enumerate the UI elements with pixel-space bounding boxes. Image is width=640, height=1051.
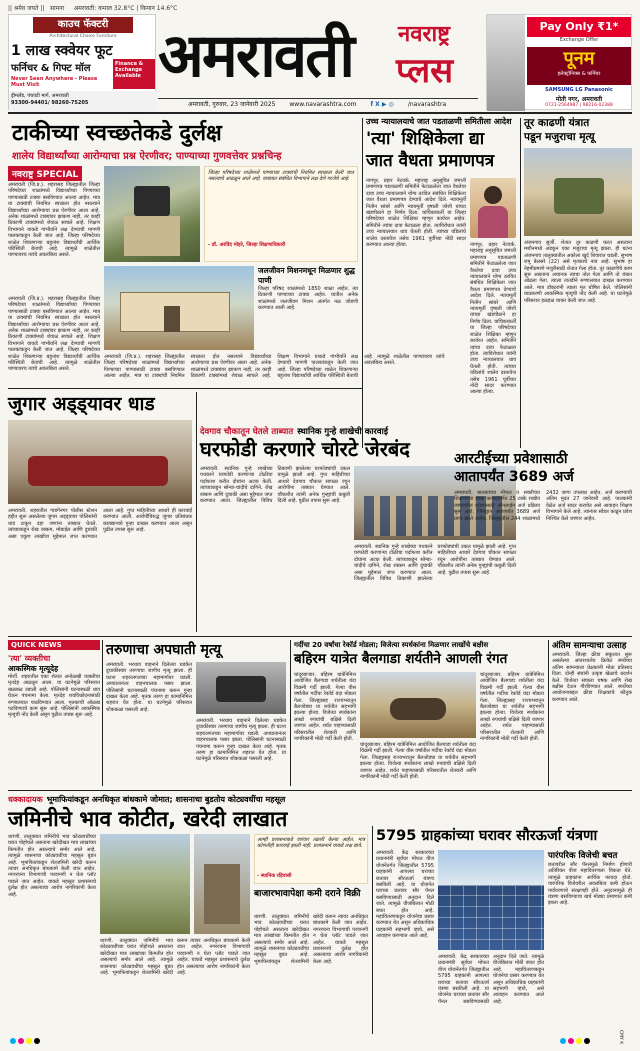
story-accident-death [106,640,286,786]
story4-photo [8,420,192,504]
story3-body: अंजनगाव सुर्जी. शेतात तूर काढणी करत असताना मशीनमध्ये अडकून एका मजुराचा मृत्यू झाला. ही घटना अंजनगाव तालुक्यातील अकोला खुर्द शिवारात घडली. सुभाष रामू बेलसरे (22) असे मृतकाचे नाव आहे. सुभाष हा नेहमीप्रमाणे मजुरीसाठी शेतात गेला होता. तूर काढणीचे काम सुरू असताना अचानक त्याचा तोल गेला आणि तो यंत्रात ओढला गेला. त्याला तातडीने रुग्णालयात दाखल करण्यात आले. मात्र डॉक्टरांनी त्याला मृत घोषित केले. पोलिसांनी याप्रकरणी आकस्मिक मृत्यूची नोंद केली आहे. या घटनेमुळे परिसरात हळहळ व्यक्त केली जात आहे. [524,240,632,304]
story2-headline2: जात वैधता प्रमाणपत्र [366,151,495,171]
quick-title1: 'त्या' व्यक्तीचा [8,654,51,663]
ad-left-phone: 93300-94401/ 98260-75205 [11,100,89,106]
social-icons: f X ▶ ◎ [370,101,394,108]
story2-body-col2: नागपूर, प्रहार नेटवर्क. महाराष्ट्र अनुसूचित जमाती प्रमाणपत्र पडताळणी समितीने फेटाळलेला जात वैधतेचा दावा उच्च न्यायालयाने योग्य ठरवित संबंधित शिक्षिकेला जात वैधता प्रमाणपत्र देण्याचे आदेश दिले. न्यायमूर्ती नितीन सांबरे आणि न्यायमूर्ती वृषाली जोशी यांच्या खंडपीठाने हा निर्णय दिला. याचिकाकर्ती या जिल्हा परिषदेच्या शाळेत शिक्षिका म्हणून कार्यरत आहेत. समितीने त्यांचा दावा फेटाळला होता. त्याविरोधात त्यांनी उच्च न्यायालयात धाव घेतली होती. त्यांच्या वडिलांचे शालेय दस्तावेज तसेच 1961 पूर्वीच्या नोंदी सादर करण्यात आल्या होत्या. [470,242,516,396]
special-tag: नवराष्ट्र SPECIAL [8,166,82,181]
story3-headline1: तूर काढणी यंत्रात [524,117,590,129]
ad-left-finance: Finance & Exchange Available [113,59,155,89]
story7-headline: तरुणाचा अपघाती मृत्यू [106,642,222,658]
quick-news-label: QUICK NEWS [8,640,100,650]
quick-body: मोर्शी. शहरातील एका शेतात अनोळखी व्यक्तीचा मृतदेह आढळून आला. या घटनेमुळे परिसरात खळबळ उडाली आहे. पोलिसांनी घटनास्थळी धाव घेऊन पंचनामा केला. मृतदेह शवविच्छेदनासाठी रुग्णालयात पाठविण्यात आला. मृतकाची ओळख पटविण्याचे काम सुरू आहे. पोलिसांनी आकस्मिक मृत्यूची नोंद केली असून पुढील तपास सुरू आहे. [8,674,100,719]
story10-quote: आम्ही प्रशासनाकडे वारंवार तक्रारी केल्या आहेत. मात्र कोणतीही कारवाई झाली नाही. प्रशासनाने याकडे लक्ष द्यावे. [257,837,365,850]
ad-left-brand-tag: Architectural Choice Furniture [49,34,117,39]
story11-body: अमरावती. केंद्र सरकारच्या प्रधानमंत्री सूर्यघर मोफत वीज योजनेंतर्गत जिल्ह्यातील 5795 ग्राहकांनी आपल्या घराच्या छतावर सौरऊर्जा यंत्रणा बसविली आहे. या योजनेत घराच्या छतावर सौर पॅनल बसविण्यासाठी अनुदान दिले जाते. त्यामुळे वीजबिलात मोठी बचत होत आहे. महावितरणकडून योजनेचा प्रसार करण्यात येत असून अधिकाधिक ग्राहकांनी सहभागी व्हावे, असे आवाहन करण्यात आले आहे. [376,850,434,940]
story12-body: छतावरील सौर पॅनलमुळे निर्माण होणारी अतिरिक्त वीज महावितरणला विकता येते. त्यामुळे ग्राहकांना आर्थिक फायदा होतो. पारंपरिक विजेवरील अवलंबित्व कमी होऊन पर्यावरणाचे संरक्षणही होते. अनुदानामुळे ही यंत्रणा बसविण्याचा खर्च मोठ्या प्रमाणात कमी झाला आहे. [548,862,632,907]
story1-headline: टाकीच्या स्वच्छतेकडे दुर्लक्ष [12,121,222,146]
story5-headline: घरफोडी करणारे चोरटे जेरबंद [200,437,410,461]
story5-kicker: स्थानिक गुन्हे शाखेची कारवाई [297,427,389,437]
story11-photo-solar [438,850,544,950]
story10-kicker: भूमाफियांकडून अनधिकृत बांधकामे जोमात; शासनाचा बुडतोय कोट्यवधींचा महसूल [46,795,286,804]
story10-kicker-red: धक्कादायक [8,795,43,804]
story10-photo-land [100,834,190,934]
story-bullock-race [294,640,544,786]
story9-headline: अंतिम सामन्याचा उत्साह [552,641,627,651]
motto: || श्रमेव जयते || [8,5,45,12]
ad-right-place: मोती नगर, अमरावती [555,96,603,103]
story1-quote-by: - डॉ. अरविंद मोहरे, जिल्हा शिक्षणाधिकारी [208,242,286,248]
social-handle: /navarashtra [407,101,447,108]
story10-body-col2: धारणी. तालुक्यात जमिनीचे भाव कोट्यवधींच्या घरात पोहोचले असताना खरेदीखत मात्र लाखांच्या किमतीत होत असल्याचे समोर आले आहे. त्यामुळे शासनाचा कोट्यवधींचा महसूल बुडत आहे. भूमाफियांकडून शेतजमिनी खरेदी करून त्यावर अनधिकृत बांधकामे केली जात आहेत. नगररचना विभागाची परवानगी न घेता प्लॉट पाडले जात आहेत. याकडे महसूल प्रशासनाचे दुर्लक्ष होत असल्याचा आरोप नागरिकांनी केला आहे. [100,938,250,977]
quick-title2: आकस्मिक मृत्यूदेह [8,664,59,673]
story5-body: अमरावती. स्थानिक गुन्हे शाखेच्या पथकाने घरफोडी करणाऱ्या टोळीचा पर्दाफाश करीत दोघांना अटक केली. त्यांच्याकडून सोन्या-चांदीचे दागिने, रोख रक्कम आणि दुचाकी असा मुद्देमाल जप्त करण्यात आला. जिल्ह्यातील विविध ठिकाणी झालेल्या घरफोड्यांची उकल यामुळे झाली आहे. गुप्त माहितीच्या आधारे देवगाव चौकात सापळा रचून आरोपींना ताब्यात घेण्यात आले. चौकशीत त्यांनी अनेक गुन्ह्यांची कबुली दिली आहे. पुढील तपास सुरू आहे. [200,466,350,505]
story4-headline: जुगार अड्ड्यावर धाड [8,393,155,415]
story7-body: अमरावती. भरधाव वाहनाने दिलेल्या धडकेत दुचाकीस्वार तरुणाचा जागीच मृत्यू झाला. ही घटना शहरालगतच्या महामार्गावर घडली. अपघातानंतर वाहनचालक पसार झाला. पोलिसांनी घटनास्थळी पंचनामा करून गुन्हा दाखल केला आहे. मृतक तरुण हा कामानिमित्त शहरात येत होता. या घटनेमुळे परिसरात शोककळा पसरली आहे. [106,662,192,713]
story8-kicker: गर्दीचा 20 वर्षांचा रेकॉर्ड मोडला; विजेत्या स्पर्धकांना मिळणार लाखोंचे बक्षीस [294,641,489,649]
masthead [8,14,632,110]
ad-right-appliance-image [487,15,525,111]
story-caste-certificate [366,116,516,446]
story1-col-bottom: अमरावती (जि.प्र.). शहरासह जिल्ह्यातील जिल्हा परिषदेच्या शाळांमध्ये विद्यार्थ्यांच्या पिण्याच्या पाण्यासाठी टाक्या बसविण्यात आल्या आहेत. मात्र या टाक्यांची नियमित स्वच्छता होत नसल्याने विद्यार्थ्यांच्या आरोग्याचा प्रश्न ऐरणीवर आला आहे. अनेक शाळांमध्ये टाक्यांवर झाकण नाही, तर काही ठिकाणी टाक्यांमध्ये शेवाळ साचले आहे. शिक्षण विभागाने याकडे गांभीर्याने लक्ष देण्याची मागणी पालकांकडून केली जात आहे. जिल्हा परिषदेच्या शाळेत शिकणाऱ्या बहुतांश विद्यार्थ्यांची आर्थिक परिस्थिती बेताची आहे. त्यामुळे शाळेतील पाण्यावरच त्यांचे अवलंबित्व असते. [104,354,445,380]
story8-body: चांदूरबाजार. बहिरम यात्रेनिमित्त आयोजित बैलगाडा शर्यतीला यंदा विक्रमी गर्दी झाली. गेल्या वीस वर्षांतील गर्दीचा रेकॉर्ड यंदा मोडला गेला. जिल्ह्यासह राज्यभरातून बैलजोड्या या शर्यतीत सहभागी झाल्या होत्या. विजेत्या स्पर्धकांना लाखो रुपयांची बक्षिसे दिली जाणार आहेत. शर्यत पाहण्यासाठी परिसरातील शेतकरी आणि नागरिकांनी मोठी गर्दी केली होती. [294,672,356,743]
story1-col1b: अमरावती (जि.प्र.). शहरासह जिल्ह्यातील जिल्हा परिषदेच्या शाळांमध्ये विद्यार्थ्यांच्या पिण्याच्या पाण्यासाठी टाक्या बसविण्यात आल्या आहेत. मात्र या टाक्यांची नियमित स्वच्छता होत नसल्याने विद्यार्थ्यांच्या आरोग्याचा प्रश्न ऐरणीवर आला आहे. अनेक शाळांमध्ये टाक्यांवर झाकण नाही, तर काही ठिकाणी टाक्यांमध्ये शेवाळ साचले आहे. शिक्षण विभागाने याकडे गांभीर्याने लक्ष देण्याची मागणी पालकांकडून केली जात आहे. जिल्हा परिषदेच्या शाळेत शिकणाऱ्या बहुतांश विद्यार्थ्यांची आर्थिक परिस्थिती बेताची आहे. त्यामुळे शाळेतील पाण्यावरच त्यांचे अवलंबित्व असते. [8,296,100,373]
samna-label: सामना [50,5,65,12]
ad-right-brands: SAMSUNG LG Panasonic [545,87,613,93]
story6-headline2: आतापर्यंत 3689 अर्ज [454,469,574,485]
story1-photo-caption: जलजीवन मिशनमधून मिळणार शुद्ध पाणी [258,266,355,285]
ad-left-subline: फर्निचर & गिफ्ट मॉल [11,63,91,74]
story10-headline: जमिनीचे भाव कोटीत, खरेदी लाखात [8,807,288,831]
story1-deck: शालेय विद्यार्थ्यांच्या आरोग्याचा प्रश्न ऐरणीवर; पाण्याच्या गुणवत्तेवर प्रश्नचिन्ह [12,151,282,162]
ad-right-exchange: Exchange Offer [559,37,599,43]
story8-body-col3: चांदूरबाजार. बहिरम यात्रेनिमित्त आयोजित बैलगाडा शर्यतीला यंदा विक्रमी गर्दी झाली. गेल्या वीस वर्षांतील गर्दीचा रेकॉर्ड यंदा मोडला गेला. जिल्ह्यासह राज्यभरातून बैलजोड्या या शर्यतीत सहभागी झाल्या होत्या. विजेत्या स्पर्धकांना लाखो रुपयांची बक्षिसे दिली जाणार आहेत. शर्यत पाहण्यासाठी परिसरातील शेतकरी आणि नागरिकांनी मोठी गर्दी केली होती. [480,672,544,743]
story10-body-col3: धारणी. तालुक्यात जमिनीचे भाव कोट्यवधींच्या घरात पोहोचले असताना खरेदीखत मात्र लाखांच्या किमतीत होत असल्याचे समोर आले आहे. त्यामुळे शासनाचा कोट्यवधींचा महसूल बुडत आहे. भूमाफियांकडून शेतजमिनी खरेदी करून त्यावर अनधिकृत बांधकामे केली जात आहेत. नगररचना विभागाची परवानगी न घेता प्लॉट पाडले जात आहेत. याकडे महसूल प्रशासनाचे दुर्लक्ष होत असल्याचा आरोप नागरिकांनी केला आहे. [254,914,368,965]
story1-caption-body: जिल्हा परिषद शाळांमध्ये 1850 शाळा आहेत. त्या ठिकाणी पाण्याच्या टाक्या आहेत. यातील अनेक शाळांमध्ये जलजीवन मिशन अंतर्गत नळ जोडणी करण्यात आली आहे. [258,286,358,312]
website-link[interactable]: www.navarashtra.com [289,101,357,108]
story-rte-applications [454,450,632,632]
story8-body-col2: चांदूरबाजार. बहिरम यात्रेनिमित्त आयोजित बैलगाडा शर्यतीला यंदा विक्रमी गर्दी झाली. गेल्या वीस वर्षांतील गर्दीचा रेकॉर्ड यंदा मोडला गेला. जिल्ह्यासह राज्यभरातून बैलजोड्या या शर्यतीत सहभागी झाल्या होत्या. विजेत्या स्पर्धकांना लाखो रुपयांची बक्षिसे दिली जाणार आहेत. शर्यत पाहण्यासाठी परिसरातील शेतकरी आणि नागरिकांनी मोठी गर्दी केली होती. [360,742,476,781]
story1-quote: जिल्हा परिषदेच्या शाळेंमध्ये पाण्याच्या टाक्यांची नियमित स्वच्छता केली जात नसल्याचे आढळून आले आहे. याबाबत संबंधित विभागाने लक्ष देणे गरजेचे आहे. [208,170,354,183]
story8-headline: बहिरम यात्रेत बैलगाडा शर्यतीने आणली रंगत [294,651,508,667]
ad-right-shop: पूनम [563,48,595,69]
story1-photo-school [104,266,254,350]
story-electricity-saving [548,850,632,1034]
story2-headline1: 'त्या' शिक्षिकेला द्या [366,129,485,149]
temperature: अमरावती: कमाल 32.8°C | किमान 14.6°C [73,5,178,12]
ad-left-brand: काउच फॅक्टरी [33,17,133,33]
story5-body-col2: अमरावती. स्थानिक गुन्हे शाखेच्या पथकाने घरफोडी करणाऱ्या टोळीचा पर्दाफाश करीत दोघांना अटक केली. त्यांच्याकडून सोन्या-चांदीचे दागिने, रोख रक्कम आणि दुचाकी असा मुद्देमाल जप्त करण्यात आला. जिल्ह्यातील विविध ठिकाणी झालेल्या घरफोड्यांची उकल यामुळे झाली आहे. गुप्त माहितीच्या आधारे देवगाव चौकात सापळा रचून आरोपींना ताब्यात घेण्यात आले. चौकशीत त्यांनी अनेक गुन्ह्यांची कबुली दिली आहे. पुढील तपास सुरू आहे. [354,544,516,583]
story7-photo [196,662,286,714]
story-machine-accident [524,116,632,446]
story3-photo [524,148,632,236]
story6-body: अमरावती. बालकांच्या मोफत व सक्तीच्या शिक्षणाच्या हक्क कायद्यांतर्गत 25 टक्के राखीव जागांवरील प्रवेशासाठी ऑनलाईन अर्ज प्रक्रिया सुरू आहे. जिल्ह्यात आतापर्यंत 3689 अर्ज प्राप्त झाले आहेत. जिल्ह्यातील 244 शाळांमध्ये 2432 जागा उपलब्ध आहेत. अर्ज करण्याची अंतिम मुदत 27 जानेवारी आहे. पालकांनी वेळेत अर्ज सादर करावेत असे आवाहन शिक्षण विभागाने केले आहे. त्यानंतर सोडत काढून प्रवेश निश्चित केले जाणार आहेत. [454,490,632,522]
dateline: अमरावती, गुरुवार, 23 जानेवारी 2025 [188,101,276,108]
story8-photo [360,672,476,738]
story2-kicker: उच्च न्यायालयाचे जात पडताळणी समितीला आदेश [366,117,512,126]
story10-quote-by: - स्थानिक रहिवासी [257,873,292,879]
story2-photo-teacher [470,178,516,238]
story5-kicker-red: देवगाव चौकातून घेतले ताब्यात [200,427,294,437]
masthead-plus: प्लस [396,51,454,91]
story10-photo-building [194,834,250,934]
ad-right-phone: 0721-2564987 | 98216-02388 [545,103,613,108]
story11-body-col2: अमरावती. केंद्र सरकारच्या प्रधानमंत्री सूर्यघर मोफत वीज योजनेंतर्गत जिल्ह्यातील 5795 ग्राहकांनी आपल्या घराच्या छतावर सौरऊर्जा यंत्रणा बसविली आहे. या योजनेत घराच्या छतावर सौर पॅनल बसविण्यासाठी अनुदान दिले जाते. त्यामुळे वीजबिलात मोठी बचत होत आहे. महावितरणकडून योजनेचा प्रसार करण्यात येत असून अधिकाधिक ग्राहकांनी सहभागी व्हावे, असे आवाहन करण्यात आले आहे. [438,954,544,1005]
story12-headline: पारंपरिक विजेची बचत [548,851,618,861]
story-final-match [552,640,632,786]
ad-right-pay: Pay Only ₹1* [527,17,631,37]
quick-news [8,640,100,786]
story-gambling-raid [8,392,192,632]
story6-headline1: आरटीईच्या प्रवेशासाठी [454,451,568,467]
story10-sub: बाजारभावापेक्षा कमी दराने विक्री [254,889,361,899]
ad-left [8,14,156,110]
story2-body: नागपूर, प्रहार नेटवर्क. महाराष्ट्र अनुसूचित जमाती प्रमाणपत्र पडताळणी समितीने फेटाळलेला जात वैधतेचा दावा उच्च न्यायालयाने योग्य ठरवित संबंधित शिक्षिकेला जात वैधता प्रमाणपत्र देण्याचे आदेश दिले. न्यायमूर्ती नितीन सांबरे आणि न्यायमूर्ती वृषाली जोशी यांच्या खंडपीठाने हा निर्णय दिला. याचिकाकर्ती या जिल्हा परिषदेच्या शाळेत शिक्षिका म्हणून कार्यरत आहेत. समितीने त्यांचा दावा फेटाळला होता. त्याविरोधात त्यांनी उच्च न्यायालयात धाव घेतली होती. त्यांच्या वडिलांचे शालेय दस्तावेज तसेच 1961 पूर्वीच्या नोंदी सादर करण्यात आल्या होत्या. [366,178,466,249]
story11-headline: 5795 ग्राहकांच्या घरावर सौरऊर्जा यंत्रणा [376,828,598,844]
ad-left-note: Never Seen Anywhere - Please Must Visit [11,76,98,88]
story10-body: धारणी. तालुक्यात जमिनीचे भाव कोट्यवधींच्या घरात पोहोचले असताना खरेदीखत मात्र लाखांच्या किमतीत होत असल्याचे समोर आले आहे. त्यामुळे शासनाचा कोट्यवधींचा महसूल बुडत आहे. भूमाफियांकडून शेतजमिनी खरेदी करून त्यावर अनधिकृत बांधकामे केली जात आहेत. नगररचना विभागाची परवानगी न घेता प्लॉट पाडले जात आहेत. याकडे महसूल प्रशासनाचे दुर्लक्ष होत असल्याचा आरोप नागरिकांनी केला आहे. [8,834,96,898]
story1-col1: अमरावती (जि.प्र.). शहरासह जिल्ह्यातील जिल्हा परिषदेच्या शाळांमध्ये विद्यार्थ्यांच्या पिण्याच्या पाण्यासाठी टाक्या बसविण्यात आल्या आहेत. मात्र या टाक्यांची नियमित स्वच्छता होत नसल्याने विद्यार्थ्यांच्या आरोग्याचा प्रश्न ऐरणीवर आला आहे. अनेक शाळांमध्ये टाक्यांवर झाकण नाही, तर काही ठिकाणी टाक्यांमध्ये शेवाळ साचले आहे. शिक्षण विभागाने याकडे गांभीर्याने लक्ष देण्याची मागणी पालकांकडून केली जात आहे. जिल्हा परिषदेच्या शाळेत शिकणाऱ्या बहुतांश विद्यार्थ्यांची आर्थिक परिस्थिती बेताची आहे. त्यामुळे शाळेतील पाण्यावरच त्यांचे अवलंबित्व असते. [8,182,100,259]
story-land-prices [8,794,368,1034]
registration-marks-right [560,1038,590,1044]
story4-body: अमरावती. शहरातील गाडगेनगर पोलीस स्टेशन हद्दीत सुरू असलेल्या जुगार अड्ड्यावर पोलिसांनी धाड टाकून दहा जणांना ताब्यात घेतले. त्यांच्याकडून रोख रक्कम, मोबाईल आणि दुचाकी असा एकूण लाखोंचा मुद्देमाल जप्त करण्यात आला आहे. गुप्त माहितीच्या आधारे ही कारवाई करण्यात आली. आरोपींविरुद्ध जुगार प्रतिबंधक कायद्यान्वये गुन्हा दाखल करण्यात आला असून पुढील तपास सुरू आहे. [8,508,192,540]
ad-right-shop-sub: इलेक्ट्रॉनिक्स & फर्निचर [557,71,601,77]
story1-photo-tank [104,166,200,262]
story3-headline2: पडून मजुराचा मृत्यू [524,131,595,143]
ad-left-address: ड्रीमलँड, पंचवटी मार्ग, अमरावती [11,93,69,99]
registration-marks [10,1038,40,1044]
masthead-brand: नवराष्ट्र [398,22,450,47]
page-cmyk-code: CMY K [618,1030,623,1045]
story9-body: अमरावती. जिल्हा क्रीडा संकुलात सुरू असलेल्या आंतरशालेय क्रिकेट स्पर्धेच्या अंतिम सामन्याला प्रेक्षकांनी मोठा प्रतिसाद दिला. दोन्ही संघांनी उत्कृष्ट खेळाचे प्रदर्शन केले. विजेत्या संघाला चषक आणि रोख बक्षीस देऊन गौरविण्यात आले. स्पर्धेच्या आयोजनाबद्दल क्रीडा शिक्षकांचे कौतुक करण्यात आले. [552,652,632,703]
story7-body-col2: अमरावती. भरधाव वाहनाने दिलेल्या धडकेत दुचाकीस्वार तरुणाचा जागीच मृत्यू झाला. ही घटना शहरालगतच्या महामार्गावर घडली. अपघातानंतर वाहनचालक पसार झाला. पोलिसांनी घटनास्थळी पंचनामा करून गुन्हा दाखल केला आहे. मृतक तरुण हा कामानिमित्त शहरात येत होता. या घटनेमुळे परिसरात शोककळा पसरली आहे. [196,718,286,763]
ad-left-headline: 1 लाख स्क्वेयर फूट [11,43,113,59]
masthead-title: अमरावती [158,21,353,91]
ad-right [486,14,632,110]
